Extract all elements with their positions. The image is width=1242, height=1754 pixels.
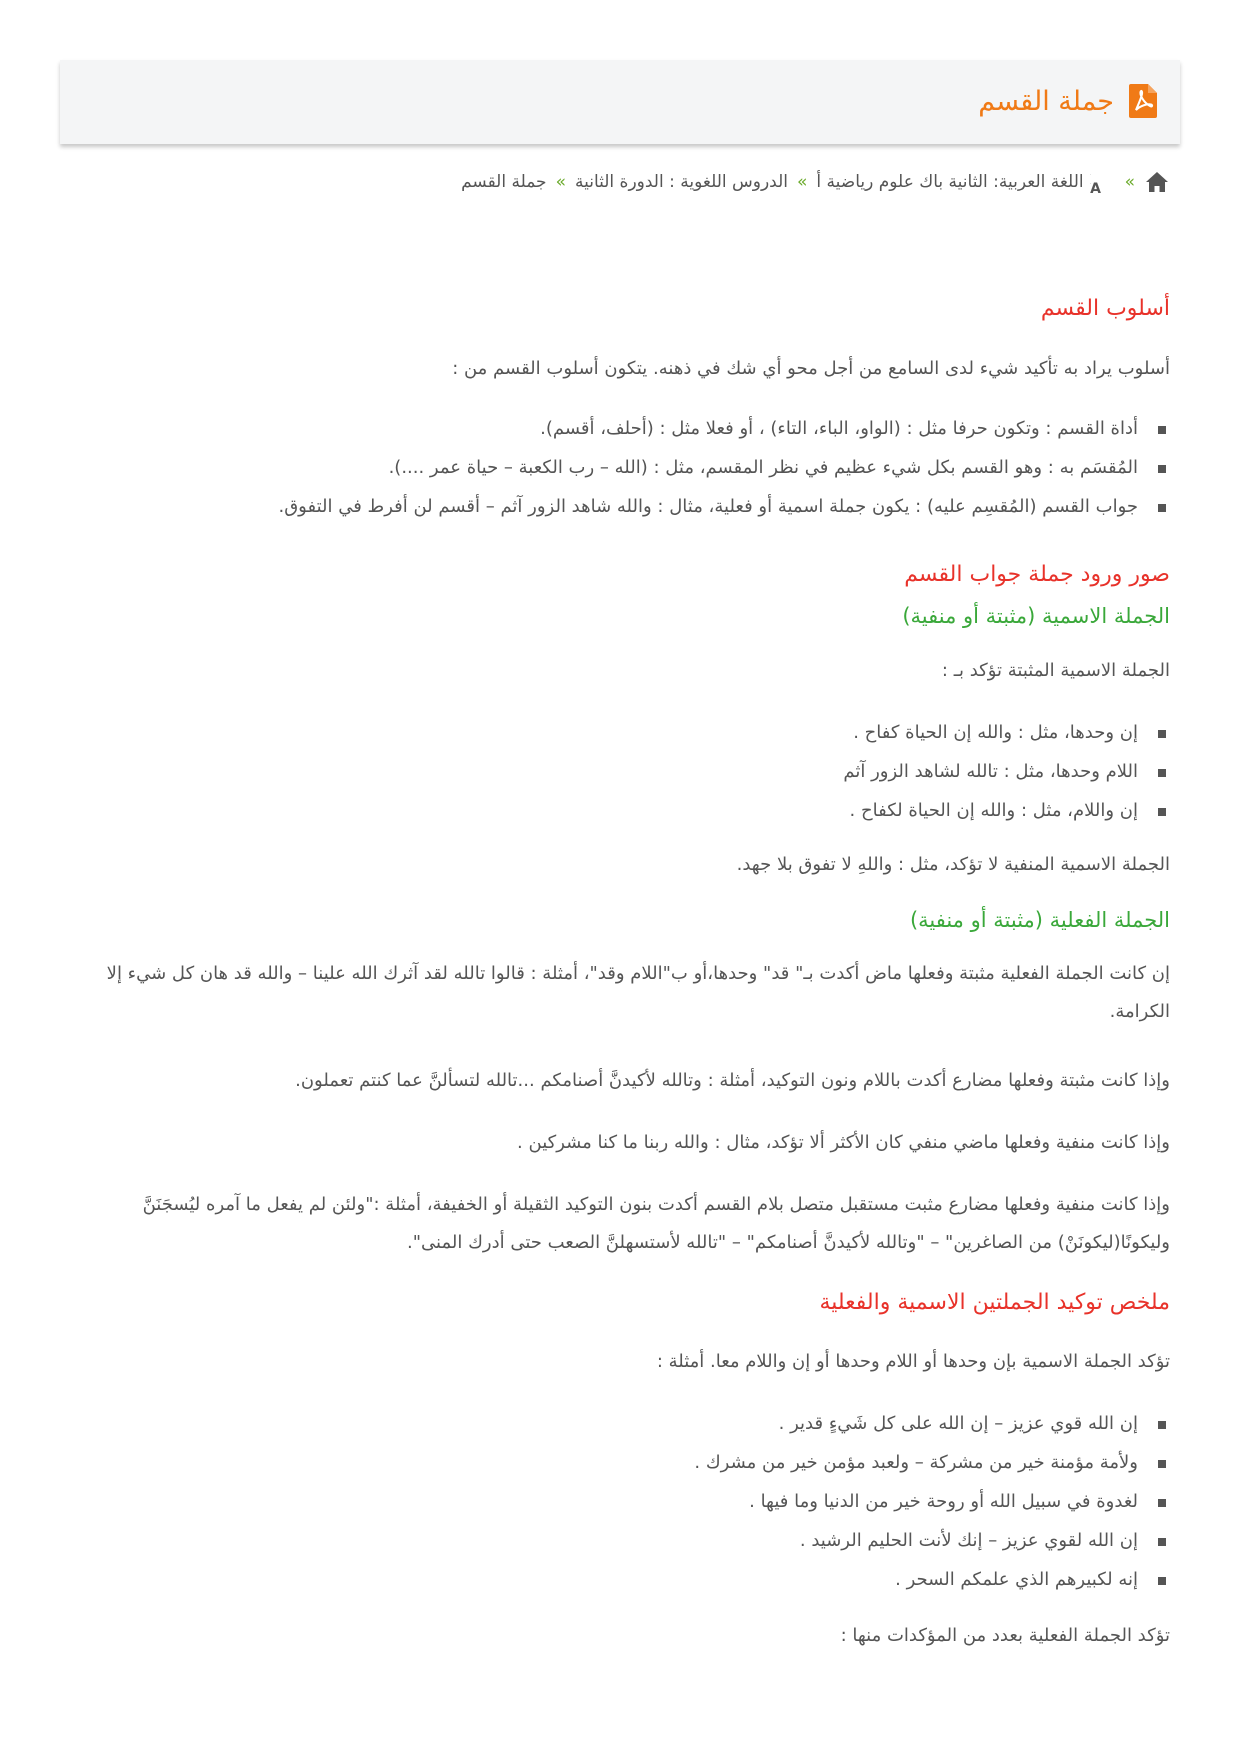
breadcrumb-item-current: جملة القسم bbox=[461, 172, 547, 192]
paragraph: وإذا كانت مثبتة وفعلها مضارع أكدت باللام ونون التوكيد، أمثلة : وتالله لأكيدنَّ أصنامكم ...تالله لتسألنَّ عما كنتم تعملون. bbox=[295, 1070, 1170, 1091]
breadcrumb-separator: » bbox=[555, 172, 566, 192]
list-item: إن وحدها، مثل : والله إن الحياة كفاح . bbox=[100, 713, 1170, 752]
breadcrumb-item-subject[interactable]: اللغة العربية: الثانية باك علوم رياضية أ bbox=[816, 172, 1084, 192]
list-item: اللام وحدها، مثل : تالله لشاهد الزور آثم bbox=[100, 752, 1170, 791]
breadcrumb-item-lessons[interactable]: الدروس اللغوية : الدورة الثانية bbox=[574, 172, 789, 192]
oath-components-list bbox=[100, 409, 1170, 526]
list-item: إن الله لقوي عزيز – إنك لأنت الحليم الرشيد . bbox=[100, 1521, 1170, 1560]
paragraph: الجملة الاسمية المثبتة تؤكد بـ : bbox=[941, 660, 1170, 681]
section-heading-oath-style: أسلوب القسم bbox=[1040, 296, 1170, 321]
section-heading-answer-forms: صور ورود جملة جواب القسم bbox=[904, 562, 1170, 587]
list-item: أداة القسم : وتكون حرفا مثل : (الواو، الباء، التاء) ، أو فعلا مثل : (أحلف، أقسم). bbox=[100, 409, 1170, 448]
title-bar bbox=[60, 60, 1180, 144]
paragraph: تؤكد الجملة الفعلية بعدد من المؤكدات منها : bbox=[840, 1625, 1170, 1646]
translate-icon bbox=[1090, 169, 1116, 195]
breadcrumb-separator: » bbox=[1124, 172, 1135, 192]
list-item: جواب القسم (المُقسِم عليه) : يكون جملة اسمية أو فعلية، مثال : والله شاهد الزور آثم – أقسم لن أفرط في التفوق. bbox=[100, 487, 1170, 526]
paragraph: وإذا كانت منفية وفعلها ماضي منفي كان الأكثر ألا تؤكد، مثال : والله ربنا ما كنا مشركين . bbox=[517, 1132, 1170, 1153]
section-heading-summary: ملخص توكيد الجملتين الاسمية والفعلية bbox=[819, 1290, 1170, 1315]
page-title: جملة القسم bbox=[978, 86, 1114, 117]
svg-text:A: A bbox=[1089, 181, 1101, 195]
breadcrumb-separator: » bbox=[797, 172, 808, 192]
list-item: لغدوة في سبيل الله أو روحة خير من الدنيا وما فيها . bbox=[100, 1482, 1170, 1521]
paragraph: وإذا كانت منفية وفعلها مضارع مثبت مستقبل متصل بلام القسم أكدت بنون التوكيد الثقيلة أو الخفيفة، أمثلة :"ولئن لم يفعل ما آمره ليُسجَنَنَّ وليكونًا(ليكونَنْ) من الصاغرين" – "وتالله لأكيدنَّ أصنامكم" – "تالله لأستسهلنَّ الصعب حتى أدرك المنى". bbox=[142, 1194, 1170, 1253]
breadcrumb bbox=[461, 166, 1170, 198]
list-item: إن واللام، مثل : والله إن الحياة لكفاح . bbox=[100, 791, 1170, 830]
list-item: إن الله قوي عزيز – إن الله على كل شَيءٍ قدير . bbox=[100, 1404, 1170, 1443]
list-item: ولأمة مؤمنة خير من مشركة – ولعبد مؤمن خير من مشرك . bbox=[100, 1443, 1170, 1482]
pdf-icon[interactable] bbox=[1128, 83, 1158, 119]
paragraph: الجملة الاسمية المنفية لا تؤكد، مثل : واللهِ لا تفوق بلا جهد. bbox=[736, 854, 1170, 875]
paragraph: تؤكد الجملة الاسمية بإن وحدها أو اللام وحدها أو إن واللام معا. أمثلة : bbox=[656, 1351, 1170, 1372]
list-item: المُقسَم به : وهو القسم بكل شيء عظيم في نظر المقسم، مثل : (الله – رب الكعبة – حياة عمر ....). bbox=[100, 448, 1170, 487]
paragraph: إن كانت الجملة الفعلية مثبتة وفعلها ماض أكدت بـ" قد" وحدها،أو ب"اللام وقد"، أمثلة : قالوا تالله لقد آثرك الله علينا – والله قد هان كل شيء إلا الكرامة. bbox=[106, 963, 1170, 1022]
subheading-nominal: الجملة الاسمية (مثبتة أو منفية) bbox=[902, 604, 1170, 628]
subheading-verbal: الجملة الفعلية (مثبتة أو منفية) bbox=[909, 908, 1170, 932]
list-item: إنه لكبيرهم الذي علمكم السحر . bbox=[100, 1560, 1170, 1599]
summary-examples-list bbox=[100, 1404, 1170, 1599]
home-icon[interactable] bbox=[1144, 170, 1170, 194]
nominal-list bbox=[100, 713, 1170, 830]
paragraph: أسلوب يراد به تأكيد شيء لدى السامع من أجل محو أي شك في ذهنه. يتكون أسلوب القسم من : bbox=[452, 358, 1170, 379]
